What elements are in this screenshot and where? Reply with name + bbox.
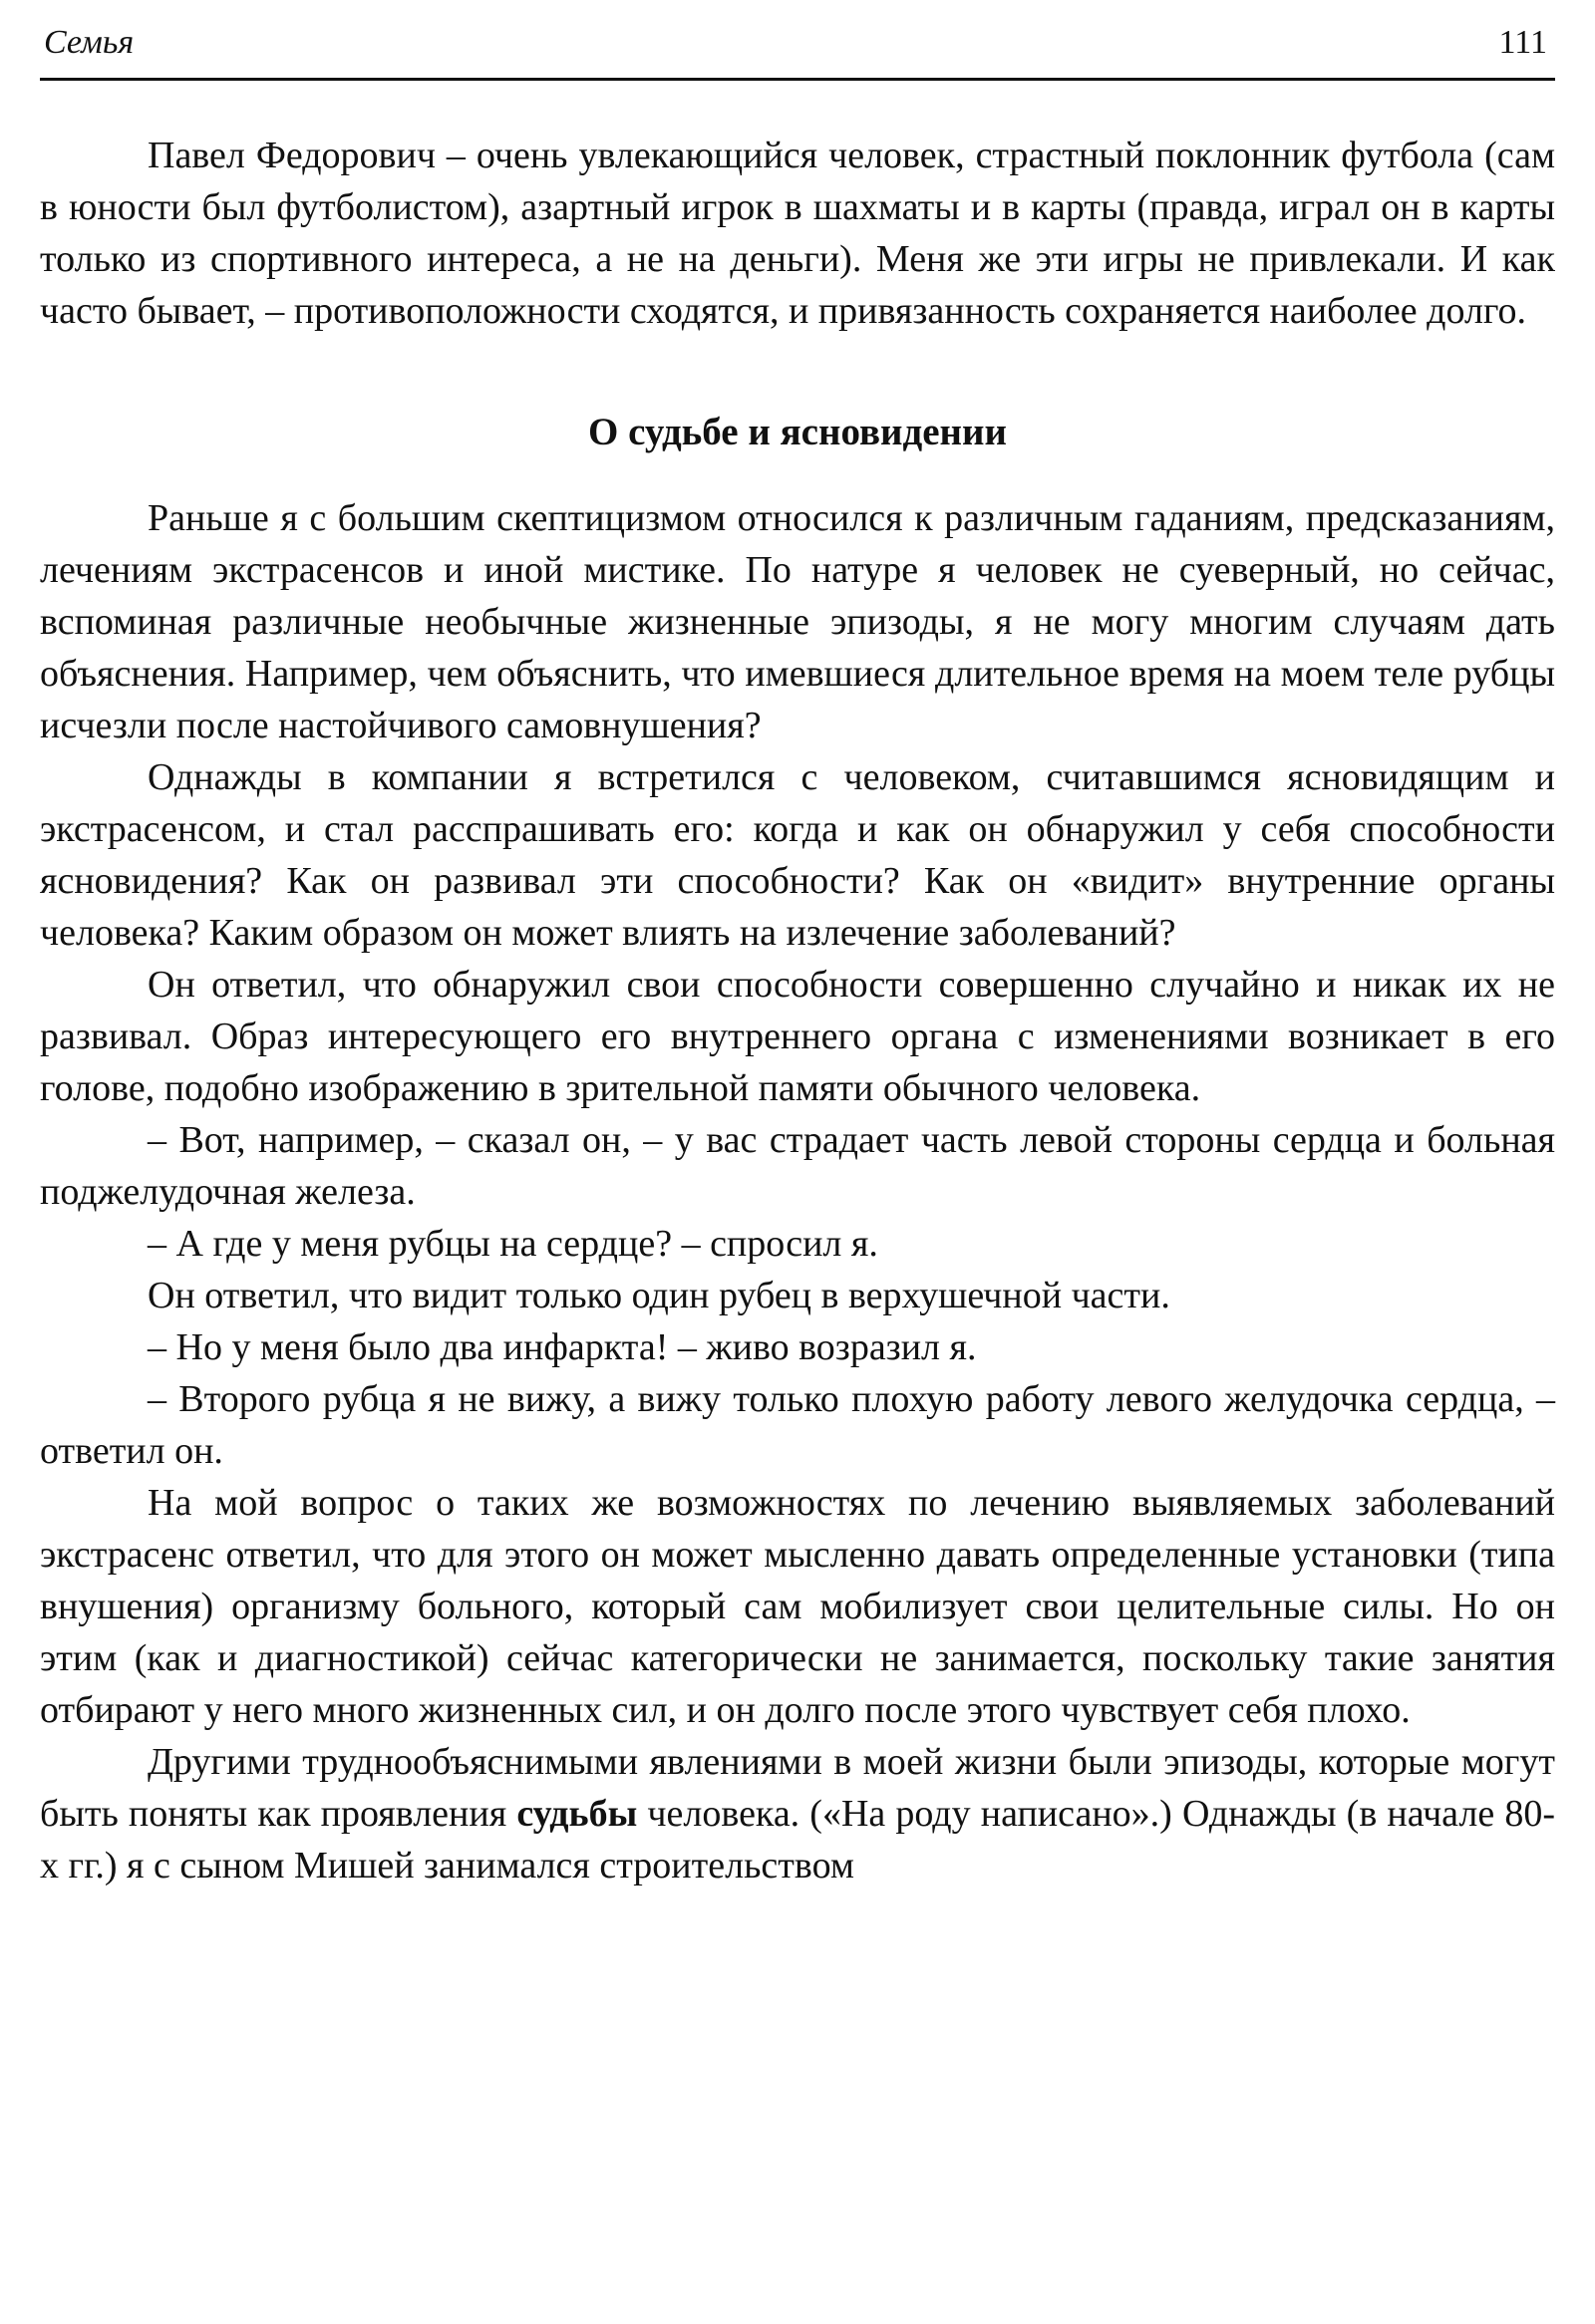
dialogue-line: – Вот, например, – сказал он, – у вас страдает часть левой стороны сердца и больная поджелудочная железа. <box>40 1119 1555 1213</box>
dialogue-line: – Второго рубца я не вижу, а вижу только плохую работу левого желудочка сердца, – ответил он. <box>40 1378 1555 1472</box>
paragraph: Павел Федорович – очень увлекающийся человек, страстный поклонник футбола (сам в юности был футболистом), азартный игрок в шахматы и в карты (правда, играл он в карты только из спортивного интереса, а не на деньги). Меня же эти игры не привлекали. И как часто бывает, – противоположности сходятся, и привязанность сохраняется наиболее долго. <box>40 135 1555 332</box>
paragraph: Однажды в компании я встретился с человеком, считавшимся ясновидящим и экстрасенсом, и стал расспрашивать его: когда и как он обнаружил у себя способности ясновидения? Как он развивал эти способности? Как он «видит» внутренние органы человека? Каким образом он может влиять на излечение заболеваний? <box>40 756 1555 954</box>
paragraph: На мой вопрос о таких же возможностях по лечению выявляемых заболеваний экстрасенс ответил, что для этого он может мысленно давать определенные установки (типа внушения) организму больного, который сам мобилизует свои целительные силы. Но он этим (как и диагностикой) сейчас категорически не занимается, поскольку такие занятия отбирают у него много жизненных сил, и он долго после этого чувствует себя плохо. <box>40 1482 1555 1731</box>
running-header <box>40 18 1555 81</box>
emphasis-text: судьбы <box>516 1793 638 1835</box>
running-title: Семья <box>44 24 135 61</box>
dialogue-line: – А где у меня рубцы на сердце? – спросил я. <box>148 1223 878 1265</box>
paragraph: Он ответил, что видит только один рубец в верхушечной части. <box>148 1275 1170 1316</box>
text-run: человека. («На роду написано».) Однажды (в начале 80-х гг.) я с сыном Мишей занимался строительством <box>40 1793 1555 1887</box>
body-text <box>40 130 1555 1891</box>
dialogue-line: – Но у меня было два инфаркта! – живо возразил я. <box>148 1326 977 1368</box>
book-page <box>40 0 1555 2324</box>
paragraph-last <box>40 1736 1555 1891</box>
page-number: 111 <box>1498 24 1547 61</box>
text-run: Другими труднообъяснимыми явлениями в моей жизни были эпизоды, которые могут быть поняты как проявления <box>40 1741 1555 1835</box>
section-heading: О судьбе и ясновидении <box>588 411 1007 453</box>
paragraph: Раньше я с большим скептицизмом относился к различным гаданиям, предсказаниям, лечениям экстрасенсов и иной мистике. По натуре я человек не суеверный, но сейчас, вспоминая различные необычные жизненные эпизоды, я не могу многим случаям дать объяснения. Например, чем объяснить, что имевшиеся длительное время на моем теле рубцы исчезли после настойчивого самовнушения? <box>40 497 1555 746</box>
paragraph: Он ответил, что обнаружил свои способности совершенно случайно и никак их не развивал. Образ интересующего его внутреннего органа с изменениями возникает в его голове, подобно изображению в зрительной памяти обычного человека. <box>40 964 1555 1109</box>
